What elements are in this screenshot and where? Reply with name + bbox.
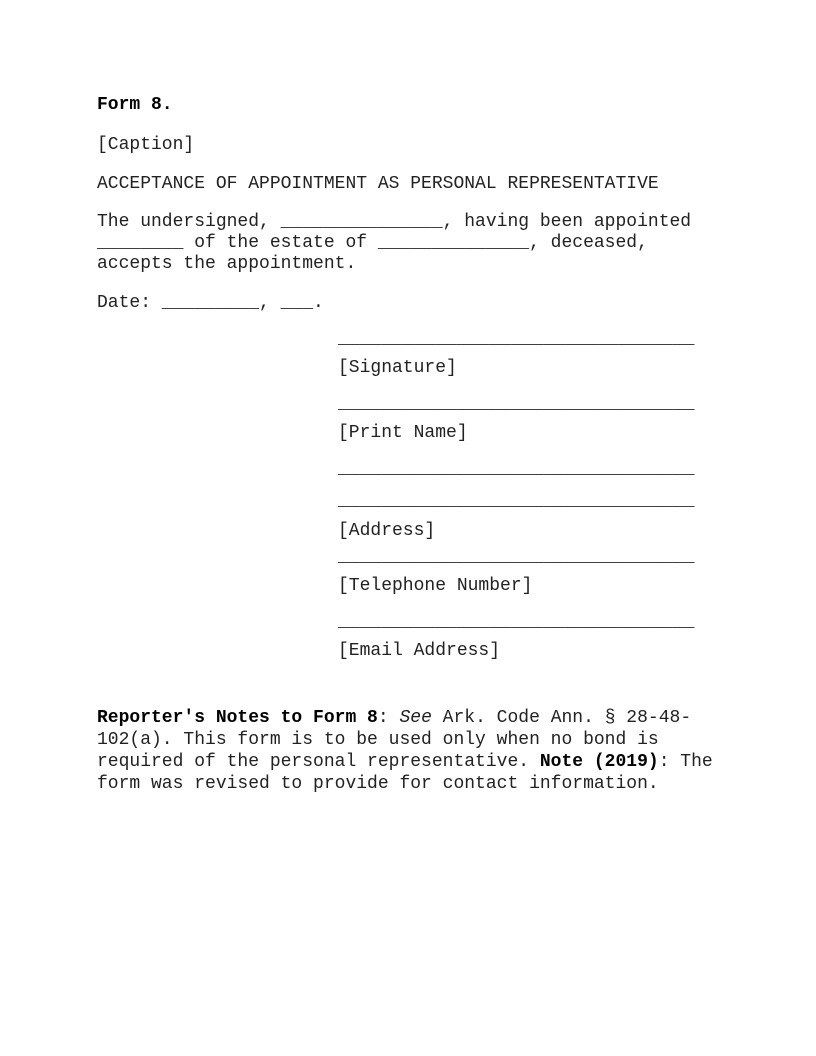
notes-label: Reporter's Notes to Form 8 (97, 708, 378, 728)
paragraph-line: accepts the appointment. (97, 254, 357, 274)
note-2019-label: Note (2019) (539, 752, 659, 772)
address-blank-line: _________________________________ (338, 491, 695, 511)
address-label: [Address] (338, 521, 436, 541)
citation: Ark. Code Ann. § 28-48- (431, 708, 692, 728)
date-line: Date: _________, ___. (97, 293, 324, 313)
signature-blank-line: _________________________________ (338, 329, 695, 349)
caption: [Caption] (97, 135, 195, 155)
paragraph-line: The undersigned, _______________, having been appointed (97, 212, 692, 232)
notes-line (97, 707, 691, 729)
email-blank-line: _________________________________ (338, 612, 695, 632)
notes-line (97, 751, 713, 773)
notes-line: form was revised to provide for contact information. (97, 774, 659, 794)
address-blank-line: _________________________________ (338, 459, 695, 479)
notes-text: required of the personal representative. (97, 752, 540, 772)
colon: : (377, 708, 400, 728)
signature-label: [Signature] (338, 358, 457, 378)
see-signal: See (399, 708, 432, 728)
print-name-label: [Print Name] (338, 423, 468, 443)
document-heading: ACCEPTANCE OF APPOINTMENT AS PERSONAL REPRESENTATIVE (97, 174, 659, 194)
notes-line: 102(a). This form is to be used only when no bond is (97, 730, 659, 750)
telephone-label: [Telephone Number] (338, 576, 533, 596)
telephone-blank-line: _________________________________ (338, 547, 695, 567)
paragraph-line: ________ of the estate of ______________, deceased, (97, 233, 648, 253)
email-label: [Email Address] (338, 641, 501, 661)
form-title: Form 8. (97, 95, 173, 115)
print-name-blank-line: _________________________________ (338, 394, 695, 414)
notes-text: : The (658, 752, 713, 772)
